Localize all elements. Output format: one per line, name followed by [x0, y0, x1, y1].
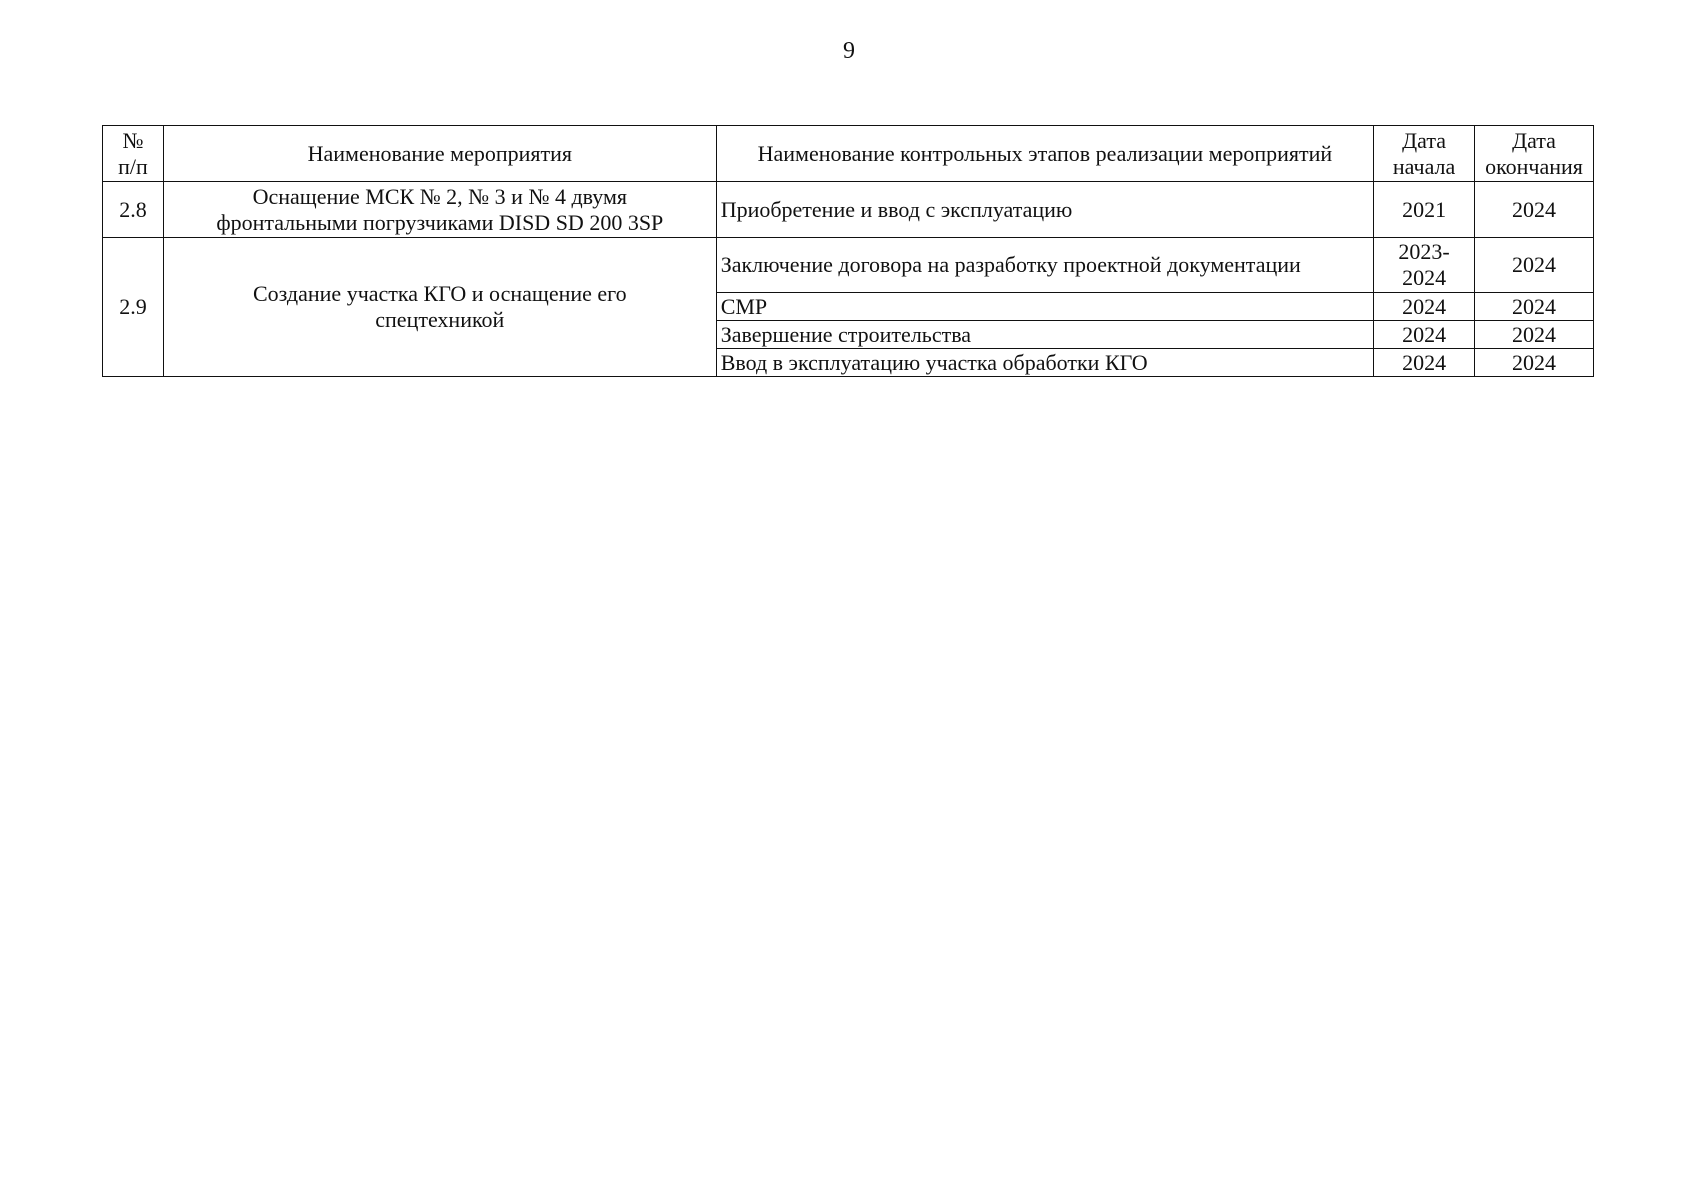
event-name-cell [163, 182, 716, 238]
start-date-line2: 2024 [1402, 265, 1447, 290]
end-date-cell: 2024 [1475, 349, 1594, 377]
table-header-row [103, 126, 1594, 182]
start-date-line1: 2023- [1398, 239, 1450, 264]
end-date-cell: 2024 [1475, 293, 1594, 321]
stage-cell: Завершение строительства [716, 321, 1373, 349]
start-date-cell: 2024 [1374, 293, 1475, 321]
end-date-cell: 2024 [1475, 182, 1594, 238]
event-name-line1: Создание участка КГО и оснащение его [252, 281, 627, 306]
stage-cell: Ввод в эксплуатацию участка обработки КГО [716, 349, 1373, 377]
end-date-cell: 2024 [1475, 321, 1594, 349]
event-name-cell [163, 238, 716, 377]
header-end-line2: окончания [1485, 153, 1583, 179]
row-number: 2.8 [103, 182, 164, 238]
stage-cell: СМР [716, 293, 1373, 321]
start-date-cell: 2024 [1374, 321, 1475, 349]
stage-cell: Заключение договора на разработку проектной документации [716, 238, 1373, 293]
table-row [103, 182, 1594, 238]
page-number: 9 [843, 38, 855, 64]
header-num-line2: п/п [118, 153, 148, 179]
end-date-cell: 2024 [1475, 238, 1594, 293]
header-stages: Наименование контрольных этапов реализации мероприятий [716, 126, 1373, 182]
header-end-line1: Дата [1512, 127, 1556, 153]
events-table [102, 125, 1594, 377]
header-end-date [1475, 126, 1594, 182]
header-event-name: Наименование мероприятия [163, 126, 716, 182]
start-date-cell [1374, 238, 1475, 293]
header-num [103, 126, 164, 182]
event-name-line1: Оснащение МСК № 2, № 3 и № 4 двумя [252, 183, 628, 209]
header-start-date [1374, 126, 1475, 182]
start-date-cell: 2021 [1374, 182, 1475, 238]
start-date-cell: 2024 [1374, 349, 1475, 377]
table-row [103, 238, 1594, 293]
event-name-line2: фронтальными погрузчиками DISD SD 200 3SP [216, 209, 664, 235]
event-name-line2: спецтехникой [375, 307, 505, 332]
row-number: 2.9 [103, 238, 164, 377]
header-start-line1: Дата [1402, 127, 1446, 153]
header-num-line1: № [122, 127, 144, 153]
stage-cell: Приобретение и ввод с эксплуатацию [716, 182, 1373, 238]
header-start-line2: начала [1392, 153, 1456, 179]
